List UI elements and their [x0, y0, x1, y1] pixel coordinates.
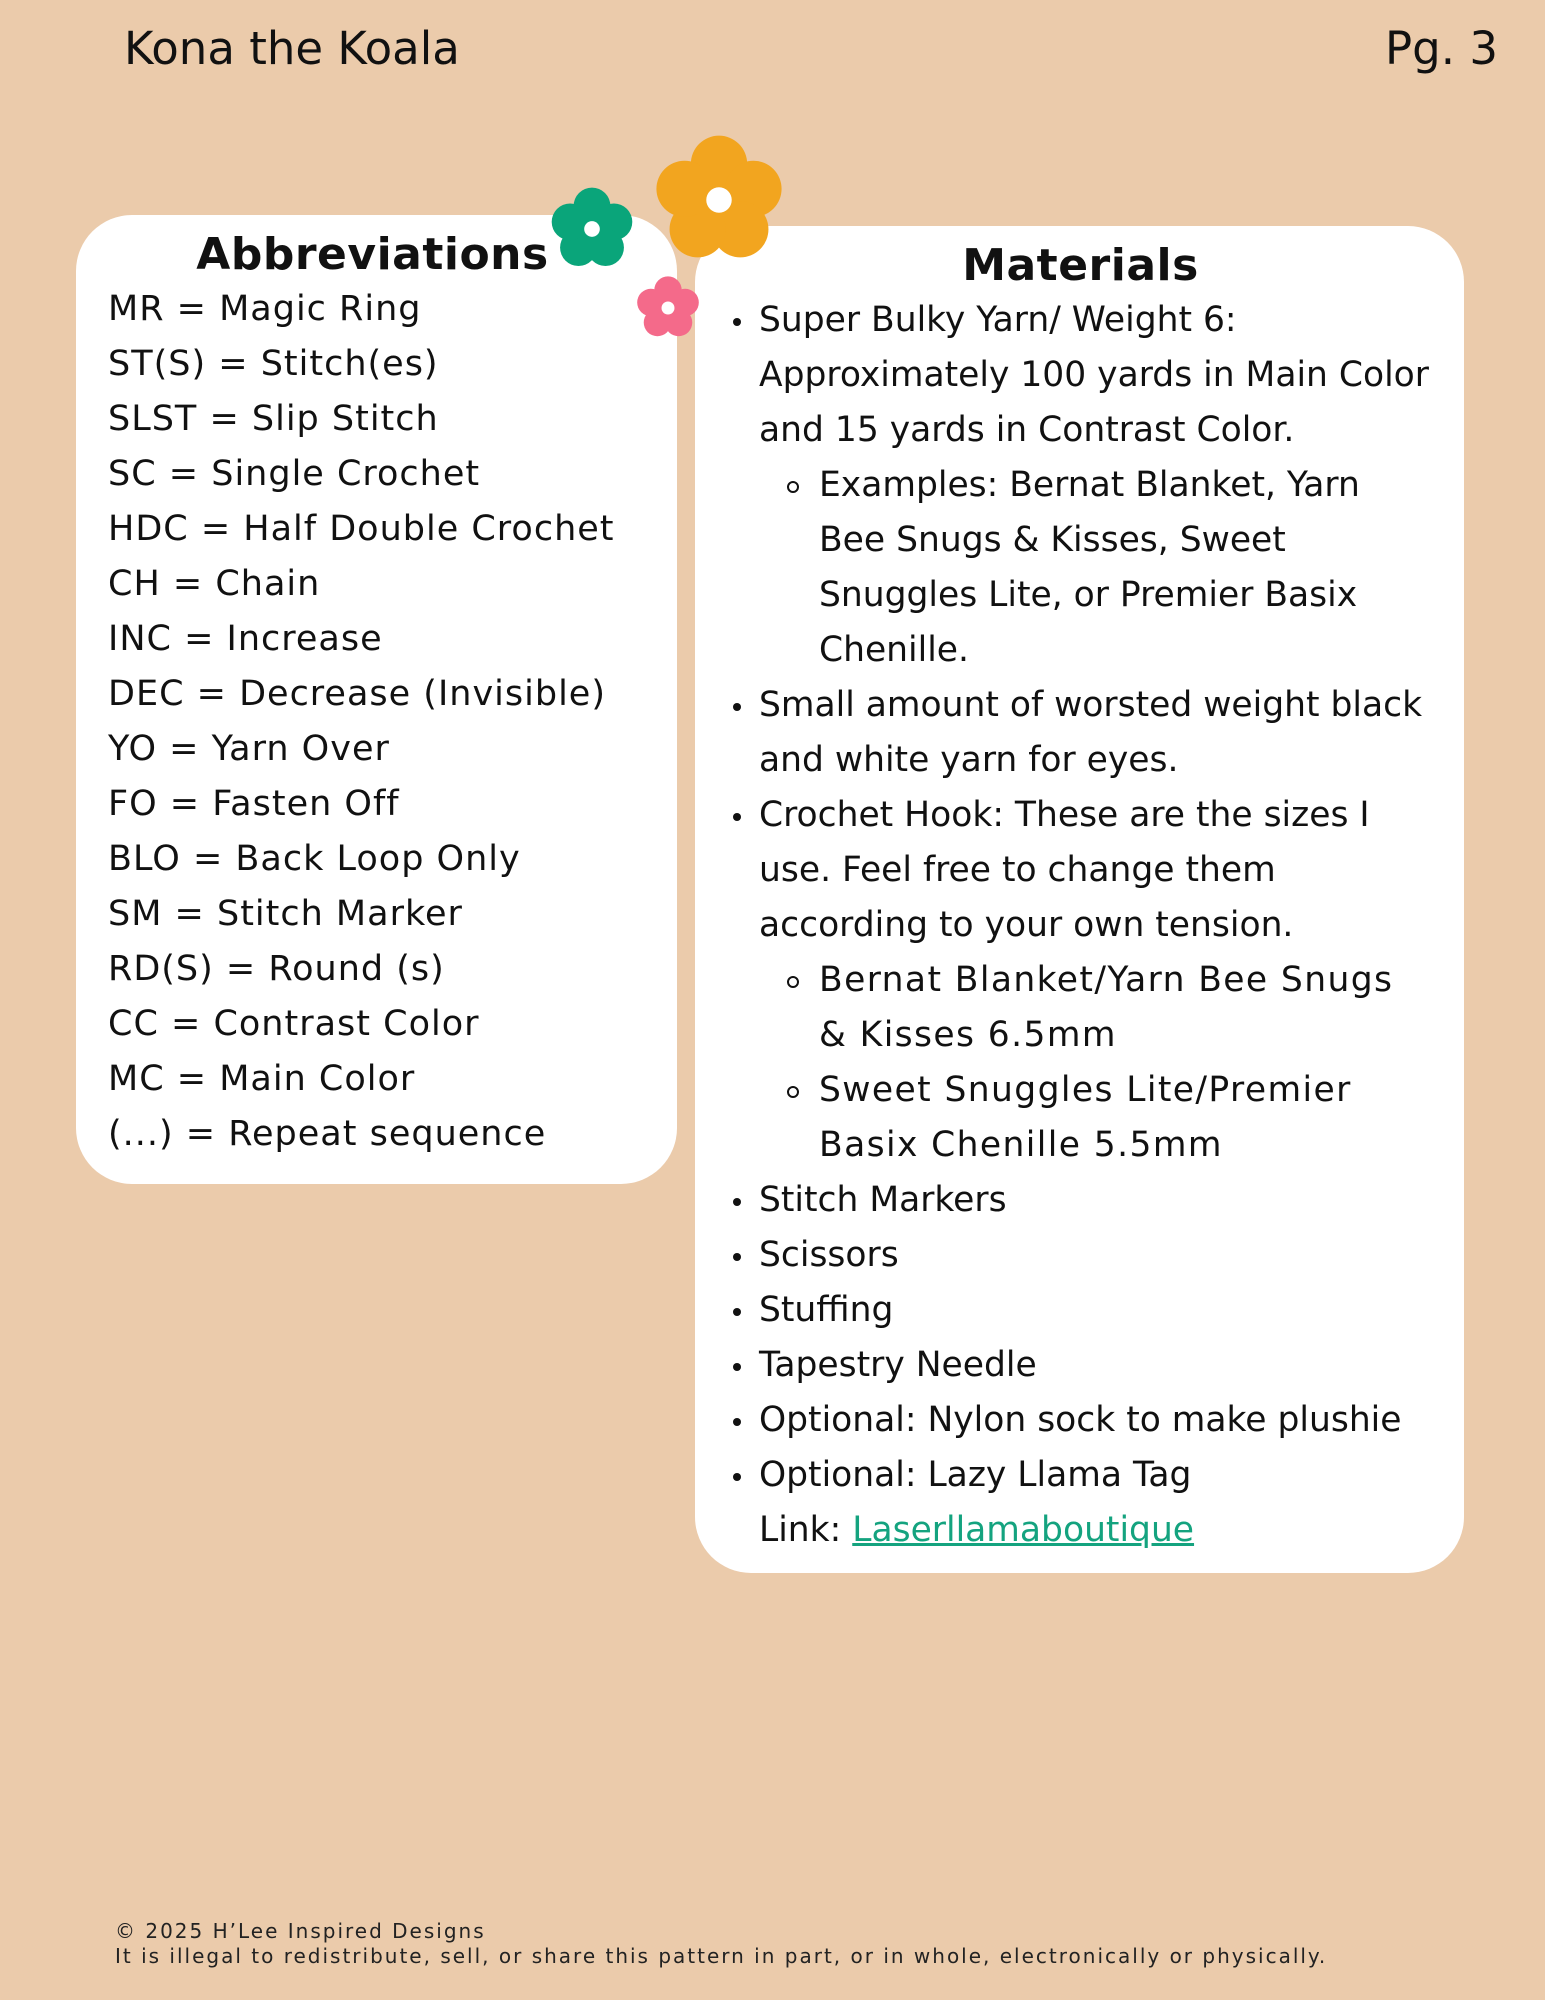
- list-item: Sweet Snuggles Lite/Premier Basix Chenille 5.5mm: [759, 1063, 1434, 1173]
- list-item: FO = Fasten Off: [108, 784, 400, 824]
- copyright-text: © 2025 H’Lee Inspired Designs: [115, 1919, 486, 1943]
- abbreviations-heading: Abbreviations: [196, 229, 549, 280]
- list-item: Examples: Bernat Blanket, Yarn Bee Snugs & Kisses, Sweet Snuggles Lite, or Premier Basix Chenille.: [759, 458, 1434, 678]
- list-item: MR = Magic Ring: [108, 289, 422, 329]
- abbreviations-card: [76, 215, 677, 1184]
- list-item: SC = Single Crochet: [108, 454, 481, 494]
- hook-text: Crochet Hook: These are the sizes I use. Feel free to change them according to your own tension.: [759, 795, 1370, 945]
- list-item: Scissors: [727, 1228, 1434, 1283]
- list-item: MC = Main Color: [108, 1059, 416, 1099]
- footer: [115, 1919, 1327, 1969]
- list-item: CH = Chain: [108, 564, 321, 604]
- list-item: RD(S) = Round (s): [108, 949, 445, 989]
- yarn-sublist: [759, 458, 1434, 678]
- link-label: Link:: [759, 1510, 842, 1550]
- list-item: BLO = Back Loop Only: [108, 839, 521, 879]
- materials-card: [695, 226, 1464, 1573]
- list-item: Stitch Markers: [727, 1173, 1434, 1228]
- list-item: SLST = Slip Stitch: [108, 399, 439, 439]
- list-item: SM = Stitch Marker: [108, 894, 463, 934]
- hook-sublist: [759, 953, 1434, 1173]
- list-item: Optional: Nylon sock to make plushie: [727, 1393, 1434, 1448]
- list-item: Small amount of worsted weight black and white yarn for eyes.: [727, 678, 1434, 788]
- orange-flower-icon: [652, 130, 786, 270]
- materials-list: [727, 293, 1434, 1503]
- list-item: INC = Increase: [108, 619, 383, 659]
- list-item: [727, 293, 1434, 678]
- abbreviations-list: [108, 282, 677, 1162]
- page-number: Pg. 3: [1385, 22, 1498, 75]
- list-item: HDC = Half Double Crochet: [108, 509, 615, 549]
- list-item: Bernat Blanket/Yarn Bee Snugs & Kisses 6.5mm: [759, 953, 1434, 1063]
- list-item: Optional: Lazy Llama Tag: [727, 1448, 1434, 1503]
- link-line: [727, 1503, 1434, 1558]
- shop-link[interactable]: Laserllamaboutique: [852, 1510, 1195, 1550]
- materials-heading: Materials: [962, 240, 1199, 291]
- list-item: (...) = Repeat sequence: [108, 1114, 547, 1154]
- yarn-text: Super Bulky Yarn/ Weight 6: Approximately 100 yards in Main Color and 15 yards in Contrast Color.: [759, 300, 1429, 450]
- pink-flower-icon: [632, 272, 704, 344]
- list-item: YO = Yarn Over: [108, 729, 390, 769]
- list-item: DEC = Decrease (Invisible): [108, 674, 606, 714]
- list-item: ST(S) = Stitch(es): [108, 344, 439, 384]
- list-item: Stuffing: [727, 1283, 1434, 1338]
- legal-notice: It is illegal to redistribute, sell, or share this pattern in part, or in whole, electronically or physically.: [115, 1944, 1328, 1968]
- green-flower-icon: [546, 183, 638, 275]
- list-item: Tapestry Needle: [727, 1338, 1434, 1393]
- list-item: [727, 788, 1434, 1173]
- document-title: Kona the Koala: [124, 22, 460, 75]
- list-item: CC = Contrast Color: [108, 1004, 480, 1044]
